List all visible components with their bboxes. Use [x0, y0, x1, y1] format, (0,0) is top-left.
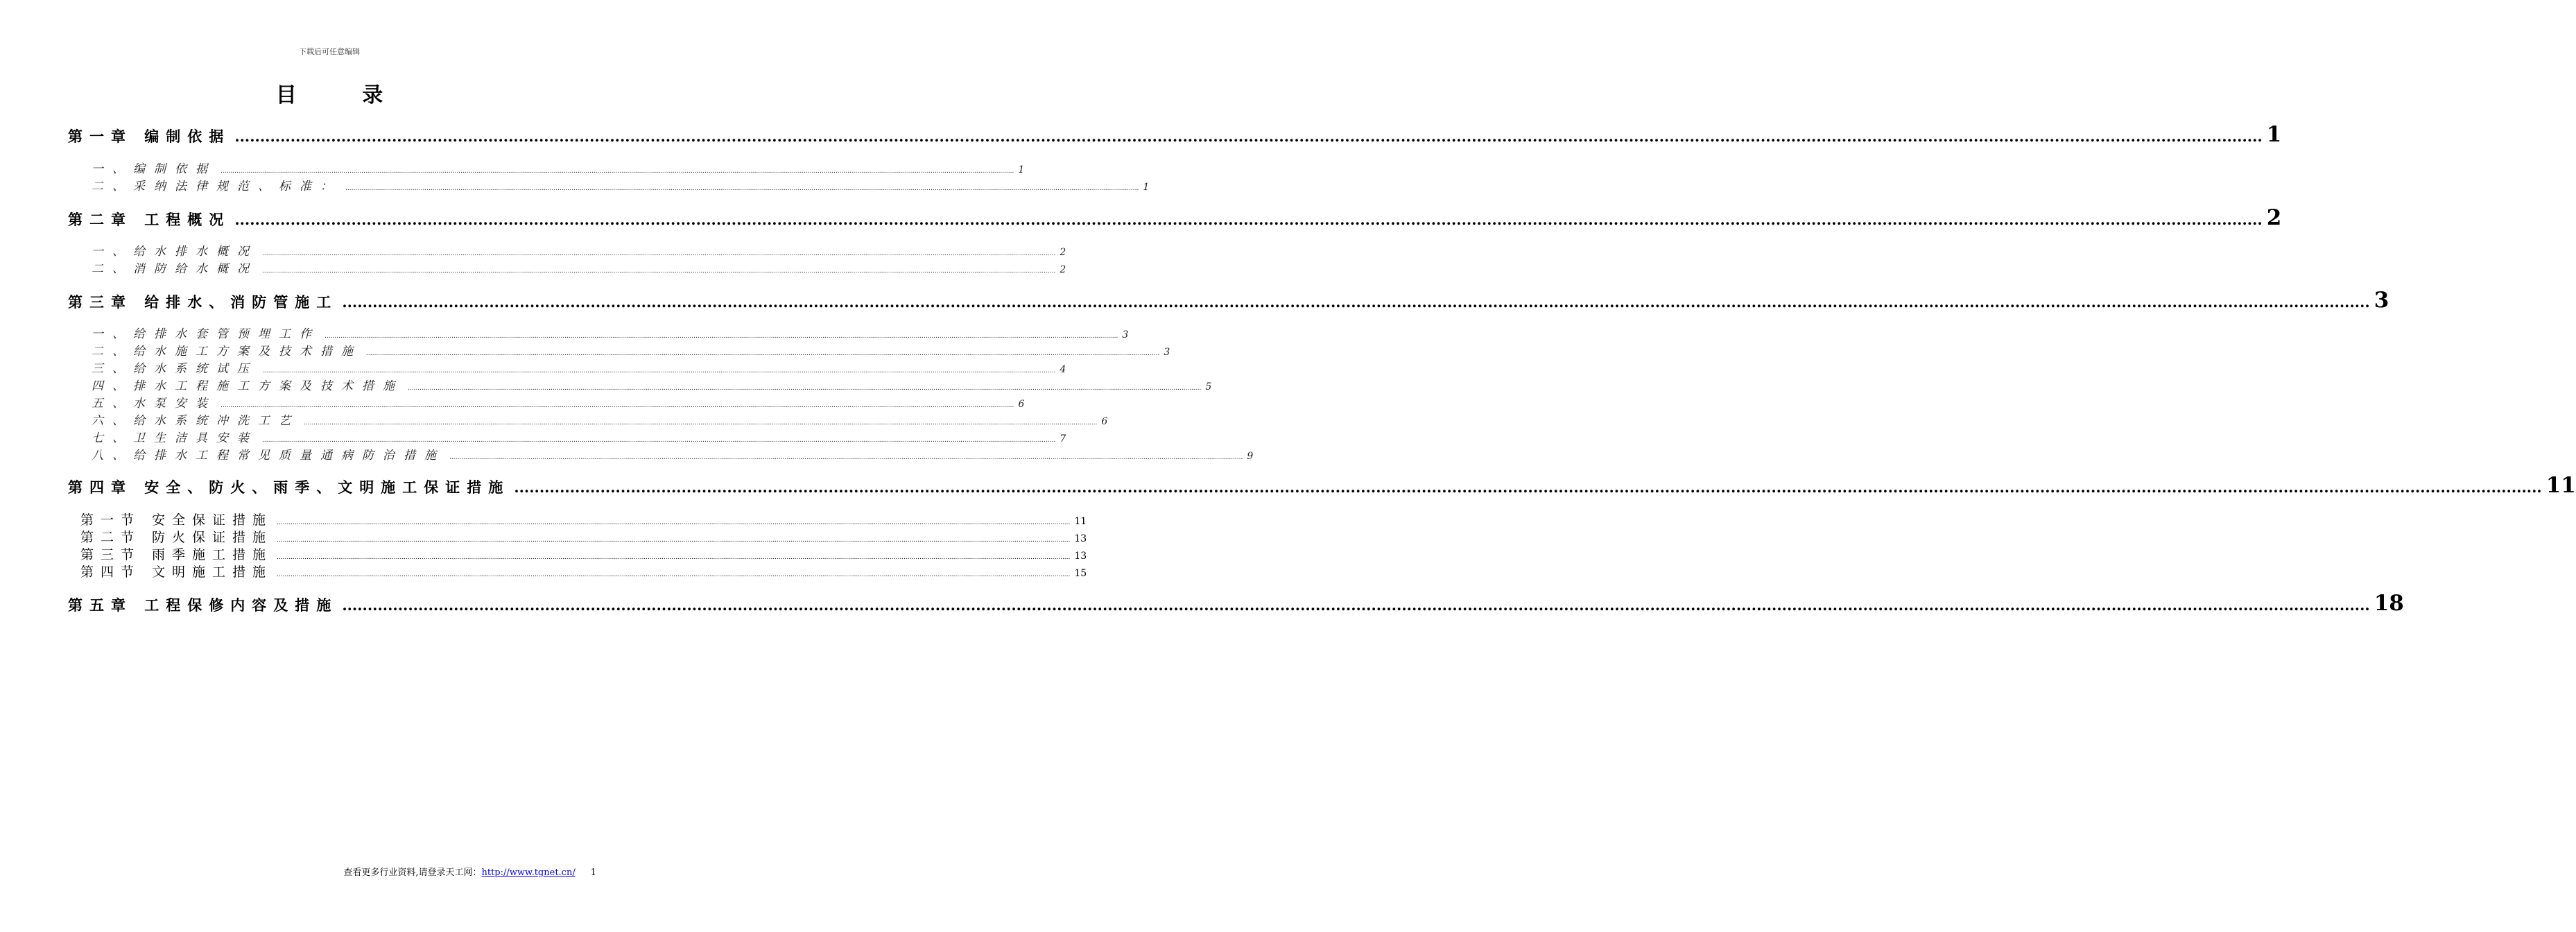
- toc-entry-page: 4: [1060, 364, 1066, 375]
- toc-entry-page: 3: [2374, 288, 2389, 313]
- toc-leader-dots: ................................................................................................................................................................................................................................................................................................................................................................................................................: [345, 185, 1139, 192]
- toc-entry-page: 1: [1143, 182, 1150, 193]
- toc-entry-label: 二、给水施工方案及技术措施: [92, 345, 362, 359]
- toc-leader-dots: ................................................................................................................................................................................................................................................................................................................................................................................................................: [514, 478, 2542, 496]
- toc-entry-label: 八、给排水工程常见质量通病防治措施: [92, 449, 445, 463]
- toc-entry-page: 1: [1018, 164, 1025, 175]
- toc-entry-page: 13: [1074, 533, 1087, 544]
- toc-entry-subsection[interactable]: [80, 562, 1087, 580]
- toc-entry-page: 11: [1074, 516, 1087, 527]
- page-footer: [343, 865, 596, 878]
- toc-entry-page: 5: [1205, 381, 1212, 392]
- toc-leader-dots: ................................................................................................................................................................................................................................................................................................................................................................................................................: [234, 128, 2263, 145]
- toc-entry-chapter[interactable]: [68, 122, 2282, 147]
- toc-entry-label: 二、消防给水概况: [92, 262, 258, 276]
- toc-entry-page: 2: [1060, 264, 1066, 275]
- toc-title: 目 录: [275, 83, 413, 107]
- toc-entry-page: 6: [1101, 416, 1108, 427]
- toc-leader-dots: ................................................................................................................................................................................................................................................................................................................................................................................................................: [304, 420, 1098, 426]
- toc-entry-label: 第三节 雨季施工措施: [80, 547, 273, 562]
- toc-entry-page: 2: [1060, 247, 1066, 258]
- toc-leader-dots: ................................................................................................................................................................................................................................................................................................................................................................................................................: [342, 293, 2370, 311]
- toc-leader-dots: ................................................................................................................................................................................................................................................................................................................................................................................................................: [277, 519, 1071, 526]
- footer-link[interactable]: http://www.tgnet.cn/: [481, 868, 576, 878]
- toc-leader-dots: ................................................................................................................................................................................................................................................................................................................................................................................................................: [262, 437, 1056, 444]
- toc-entry-label: 一、给排水套管预埋工作: [92, 327, 320, 341]
- toc-entry-subsection[interactable]: [80, 544, 1087, 563]
- toc-entry-label: 四、排水工程施工方案及技术措施: [92, 379, 404, 393]
- toc-entry-section[interactable]: [92, 411, 1108, 428]
- toc-entry-section[interactable]: [92, 428, 1066, 445]
- toc-entry-section[interactable]: [92, 393, 1025, 411]
- toc-leader-dots: ................................................................................................................................................................................................................................................................................................................................................................................................................: [277, 537, 1071, 544]
- toc-entry-chapter[interactable]: [68, 288, 2389, 313]
- toc-entry-label: 第四节 文明施工措施: [80, 564, 273, 580]
- toc-entry-label: 一、给水排水概况: [92, 245, 258, 259]
- toc-entry-page: 6: [1018, 399, 1025, 410]
- toc-entry-page: 13: [1074, 551, 1087, 562]
- toc-entry-subsection[interactable]: [80, 510, 1087, 528]
- toc-leader-dots: ................................................................................................................................................................................................................................................................................................................................................................................................................: [342, 596, 2370, 614]
- toc-leader-dots: ................................................................................................................................................................................................................................................................................................................................................................................................................: [366, 350, 1160, 357]
- toc-entry-page: 3: [1164, 347, 1170, 358]
- toc-entry-section[interactable]: [92, 159, 1025, 176]
- toc-entry-section[interactable]: [92, 359, 1066, 376]
- toc-leader-dots: ................................................................................................................................................................................................................................................................................................................................................................................................................: [234, 211, 2263, 228]
- toc-entry-page: 1: [2266, 122, 2282, 147]
- page-header: 下载后可任意编辑: [299, 47, 360, 56]
- toc-entry-label: 第二节 防火保证措施: [80, 530, 273, 545]
- toc-entry-page: 11: [2545, 473, 2576, 498]
- footer-text: 查看更多行业资料,请登录天工网：: [343, 868, 482, 878]
- toc-entry-label: 五、水泵安装: [92, 397, 216, 411]
- toc-entry-label: 第三章 给排水、消防管施工: [68, 293, 338, 311]
- toc-entry-label: 二、采纳法律规范、标准：: [92, 180, 341, 193]
- toc-leader-dots: ................................................................................................................................................................................................................................................................................................................................................................................................................: [262, 268, 1056, 275]
- toc-entry-chapter[interactable]: [68, 591, 2404, 616]
- toc-entry-section[interactable]: [92, 259, 1066, 276]
- toc-entry-section[interactable]: [92, 176, 1150, 193]
- toc-entry-page: 7: [1060, 433, 1066, 445]
- toc-entry-section[interactable]: [92, 445, 1254, 463]
- toc-entry-label: 三、给水系统试压: [92, 362, 258, 376]
- toc-entry-section[interactable]: [92, 376, 1212, 393]
- toc-entry-label: 第一节 安全保证措施: [80, 512, 273, 528]
- toc-leader-dots: ................................................................................................................................................................................................................................................................................................................................................................................................................: [221, 402, 1014, 409]
- toc-entry-label: 第一章 编制依据: [68, 128, 231, 145]
- toc-leader-dots: ................................................................................................................................................................................................................................................................................................................................................................................................................: [277, 554, 1071, 561]
- toc-entry-subsection[interactable]: [80, 527, 1087, 546]
- toc-entry-page: 9: [1247, 451, 1254, 462]
- toc-entry-section[interactable]: [92, 341, 1170, 359]
- toc-leader-dots: ................................................................................................................................................................................................................................................................................................................................................................................................................: [262, 250, 1056, 257]
- toc-leader-dots: ................................................................................................................................................................................................................................................................................................................................................................................................................: [262, 368, 1056, 374]
- toc-entry-section[interactable]: [92, 324, 1129, 341]
- toc-entry-label: 第五章 工程保修内容及措施: [68, 596, 338, 614]
- toc-entry-label: 一、编制依据: [92, 162, 216, 176]
- toc-leader-dots: ................................................................................................................................................................................................................................................................................................................................................................................................................: [449, 454, 1243, 461]
- footer-page-number: 1: [590, 868, 596, 878]
- toc-leader-dots: ................................................................................................................................................................................................................................................................................................................................................................................................................: [221, 168, 1014, 175]
- toc-entry-page: 15: [1074, 568, 1087, 579]
- toc-entry-section[interactable]: [92, 241, 1066, 259]
- toc-entry-label: 六、给水系统冲洗工艺: [92, 414, 300, 428]
- toc-entry-chapter[interactable]: [68, 473, 2576, 498]
- toc-entry-label: 第二章 工程概况: [68, 211, 231, 228]
- toc-entry-page: 3: [1122, 329, 1129, 340]
- toc-entry-page: 2: [2266, 205, 2282, 230]
- toc-leader-dots: ................................................................................................................................................................................................................................................................................................................................................................................................................: [277, 571, 1071, 578]
- toc-leader-dots: ................................................................................................................................................................................................................................................................................................................................................................................................................: [325, 333, 1118, 340]
- toc-leader-dots: ................................................................................................................................................................................................................................................................................................................................................................................................................: [408, 385, 1202, 392]
- toc-entry-label: 七、卫生洁具安装: [92, 431, 258, 445]
- toc-entry-page: 18: [2374, 591, 2404, 616]
- toc-entry-chapter[interactable]: [68, 205, 2282, 230]
- toc-entry-label: 第四章 安全、防火、雨季、文明施工保证措施: [68, 478, 510, 496]
